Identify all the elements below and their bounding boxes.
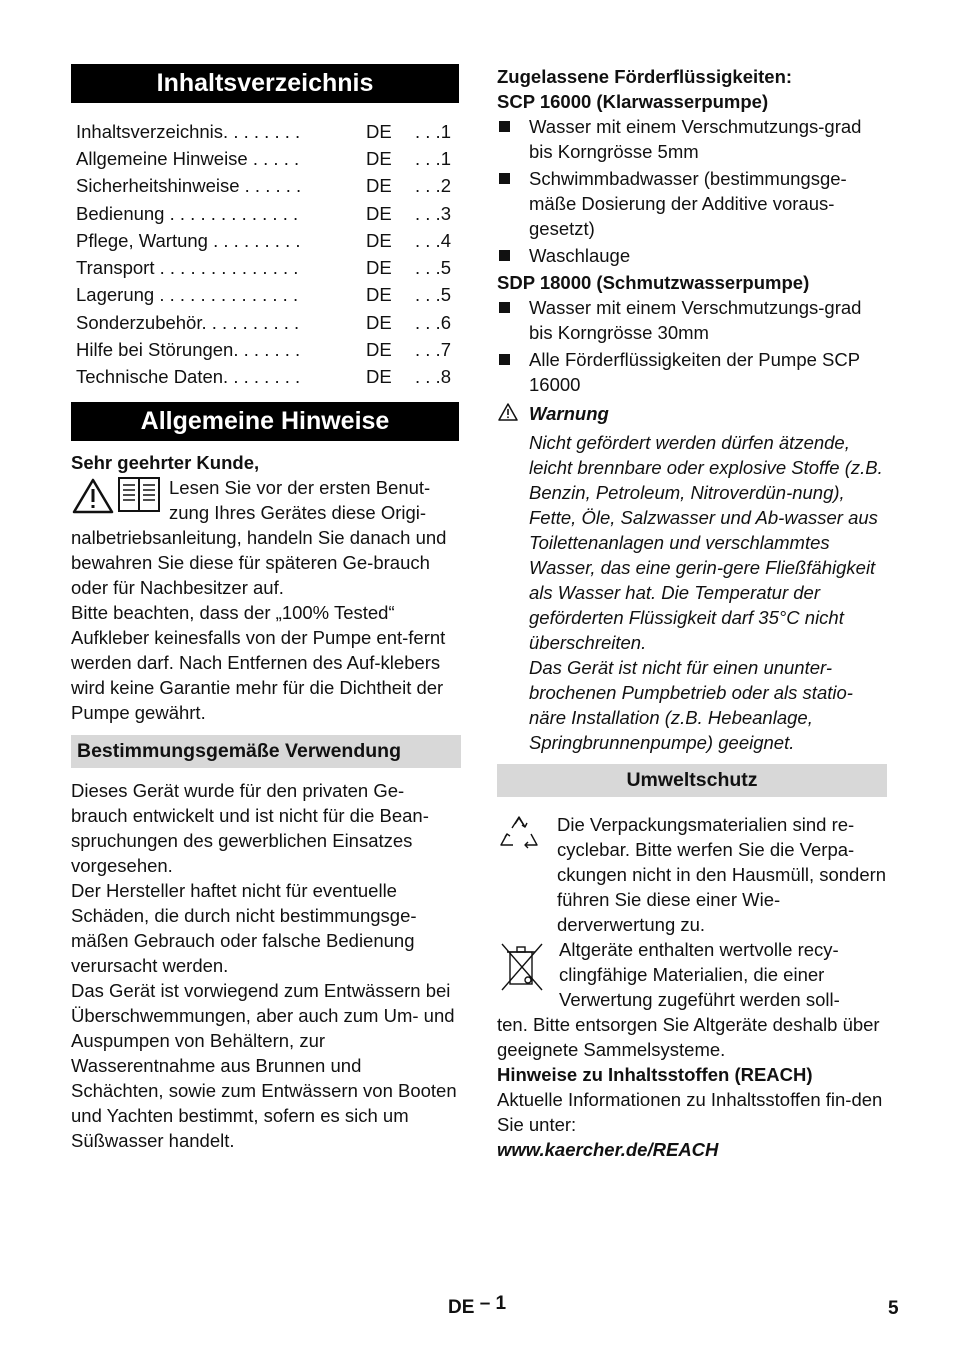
intro-line-2: zung Ihres Gerätes diese Origi-	[169, 501, 427, 523]
toc-row[interactable]	[71, 282, 459, 309]
toc-page: . . .3	[415, 202, 451, 224]
footer-page-label	[448, 1293, 507, 1319]
toc-page: . . .8	[415, 366, 451, 388]
page-number: 5	[888, 1298, 899, 1319]
toc-page: . . .6	[415, 311, 451, 333]
toc-row[interactable]	[71, 364, 459, 391]
bestimmung-paragraph-1: Dieses Gerät wurde für den privaten Ge-brauch entwickelt und ist nicht für die Bean-spruchungen des gewerblichen Einsatzes vorgesehen.	[71, 779, 429, 876]
warning-icon	[72, 478, 114, 519]
scp-list	[497, 114, 887, 268]
section-heading-umwelt: Umweltschutz	[497, 764, 887, 797]
scp-heading: SCP 16000 (Klarwasserpumpe)	[497, 91, 769, 112]
toc-row[interactable]	[71, 118, 459, 145]
weee-paragraph-first: Altgeräte enthalten wertvolle recy-clingfähige Materialien, die einer Verwertung zugeführt werden soll-	[559, 939, 840, 1010]
footer-lang: DE	[448, 1297, 475, 1318]
toc-row[interactable]	[71, 254, 459, 281]
warning-label: Warnung	[529, 403, 609, 424]
bestimmung-paragraph-2: Der Hersteller haftet nicht für eventuelle Schäden, die durch nicht bestimmungsge-mäßen Gebrauch oder falsche Bedienung verursacht werden.	[71, 879, 417, 976]
toc-lang: DE	[366, 120, 392, 142]
toc-lang: DE	[366, 311, 392, 333]
toc-row[interactable]	[71, 309, 459, 336]
toc-lang: DE	[366, 202, 392, 224]
list-item: Wasser mit einem Verschmutzungs-grad bis Korngrösse 5mm	[497, 114, 887, 164]
toc-page: . . .2	[415, 175, 451, 197]
toc-title: Technische Daten. . . . . . . .	[76, 366, 301, 388]
list-item: Schwimmbadwasser (bestimmungsge-mäße Dosierung der Additive voraus-gesetzt)	[497, 166, 887, 241]
greeting: Sehr geehrter Kunde,	[71, 451, 260, 473]
list-item: Waschlauge	[497, 243, 887, 268]
reach-url-link[interactable]: www.kaercher.de/REACH	[497, 1139, 719, 1160]
toc-page: . . .1	[415, 147, 451, 169]
sdp-list	[497, 295, 887, 397]
reach-paragraph: Aktuelle Informationen zu Inhaltsstoffen fin-den Sie unter:	[497, 1089, 883, 1135]
reach-heading: Hinweise zu Inhaltsstoffen (REACH)	[497, 1064, 813, 1085]
toc-lang: DE	[366, 257, 392, 279]
toc-row[interactable]	[71, 173, 459, 200]
warning-block	[497, 401, 887, 755]
section-heading-allgemein: Allgemeine Hinweise	[71, 402, 459, 441]
footer-page-dash: – 1	[479, 1293, 507, 1314]
toc-row[interactable]	[71, 145, 459, 172]
fluids-heading: Zugelassene Förderflüssigkeiten:	[497, 66, 793, 87]
toc-lang: DE	[366, 147, 392, 169]
intro-line-1: Lesen Sie vor der ersten Benut-	[169, 476, 431, 498]
toc-row[interactable]	[71, 336, 459, 363]
weee-paragraph-rest: ten. Bitte entsorgen Sie Altgeräte deshalb über geeignete Sammelsysteme.	[497, 1014, 880, 1060]
bestimmung-paragraph-3: Das Gerät ist vorwiegend zum Entwässern bei Überschwemmungen, aber auch zum Um- und Auspumpen von Behältern, zur Wasserentnahme aus Brunnen und Schächten, sowie zum Entwässern von Booten und Yachten bestimmt, sofern es sich um Süßwasser handelt.	[71, 979, 457, 1151]
list-item: Alle Förderflüssigkeiten der Pumpe SCP 16000	[497, 347, 887, 397]
toc-lang: DE	[366, 175, 392, 197]
sdp-heading: SDP 18000 (Schmutzwasserpumpe)	[497, 272, 810, 293]
table-of-contents	[71, 118, 459, 391]
toc-title: Sonderzubehör. . . . . . . . . .	[76, 311, 300, 333]
toc-lang: DE	[366, 229, 392, 251]
toc-page: . . .5	[415, 257, 451, 279]
intro-paragraph: nalbetriebsanleitung, handeln Sie danach und bewahren Sie diese für späteren Ge-brauch oder für Nachbesitzer auf.	[71, 526, 447, 598]
toc-title: Allgemeine Hinweise . . . . .	[76, 147, 300, 169]
recycle-paragraph: Die Verpackungsmaterialien sind re-cyclebar. Bitte werfen Sie die Verpa-ckungen nicht in den Hausmüll, sondern führen Sie diese einer Wie-derverwertung zu.	[557, 814, 887, 935]
warning-paragraph-2: Das Gerät ist nicht für einen ununter-brochenen Pumpbetrieb oder als statio-näre Installation (z.B. Hebeanlage, Springbrunnenpumpe) geeignet.	[529, 657, 853, 753]
warning-paragraph-1: Nicht gefördert werden dürfen ätzende, leicht brennbare oder explosive Stoffe (z.B. Benzin, Petroleum, Nitroverdün-nung), Fette, Öle, Salzwasser und Ab-wasser aus Toilettenanlagen und verschlammtes Wasser, das eine gerin-gere Fließfähigkeit als Wasser hat. Die Temperatur der geförderten Flüssigkeit darf 35°C nicht überschreiten.	[529, 432, 883, 653]
manual-book-icon	[117, 476, 161, 519]
toc-page: . . .1	[415, 120, 451, 142]
toc-title: Lagerung . . . . . . . . . . . . . .	[76, 284, 299, 306]
toc-page: . . .5	[415, 284, 451, 306]
section-heading-bestimmung: Bestimmungsgemäße Verwendung	[71, 735, 461, 768]
recycling-block	[497, 812, 887, 937]
toc-title: Transport . . . . . . . . . . . . . .	[76, 257, 299, 279]
warning-icon	[498, 403, 518, 426]
toc-page: . . .4	[415, 229, 451, 251]
toc-lang: DE	[366, 366, 392, 388]
left-column	[71, 64, 459, 1153]
right-column	[497, 64, 887, 1162]
toc-page: . . .7	[415, 339, 451, 361]
weee-block	[497, 937, 887, 1012]
crossed-bin-icon	[499, 940, 545, 999]
toc-lang: DE	[366, 284, 392, 306]
tested-paragraph: Bitte beachten, dass der „100% Tested“ Aufkleber keinesfalls von der Pumpe ent-fernt werden darf. Nach Entfernen des Auf-klebers wird keine Garantie mehr für die Dichtheit der Pumpe gewährt.	[71, 601, 446, 723]
toc-title: Hilfe bei Störungen. . . . . . .	[76, 339, 301, 361]
toc-title: Inhaltsverzeichnis. . . . . . . .	[76, 120, 301, 142]
list-item: Wasser mit einem Verschmutzungs-grad bis Korngrösse 30mm	[497, 295, 887, 345]
toc-row[interactable]	[71, 200, 459, 227]
recycle-icon	[498, 814, 540, 859]
toc-title: Sicherheitshinweise . . . . . .	[76, 175, 302, 197]
toc-row[interactable]	[71, 227, 459, 254]
intro-with-icons	[71, 475, 459, 525]
toc-title: Bedienung . . . . . . . . . . . . .	[76, 202, 299, 224]
toc-heading: Inhaltsverzeichnis	[71, 64, 459, 103]
toc-title: Pflege, Wartung . . . . . . . . .	[76, 229, 301, 251]
toc-lang: DE	[366, 339, 392, 361]
